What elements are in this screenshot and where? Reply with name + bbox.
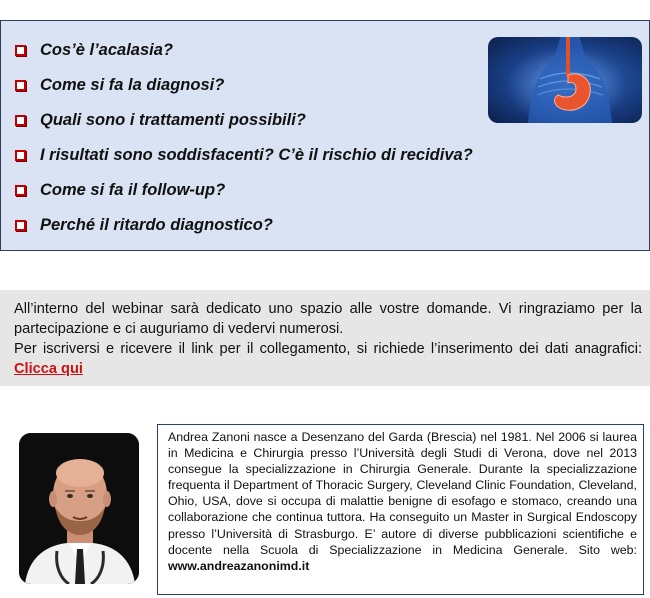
- checkbox-bullet-icon: [15, 45, 26, 56]
- topic-label: Quali sono i trattamenti possibili?: [40, 111, 306, 129]
- checkbox-bullet-icon: [15, 80, 26, 91]
- topic-item: [15, 173, 473, 208]
- topics-box: [0, 20, 650, 251]
- topic-label: Perché il ritardo diagnostico?: [40, 216, 273, 234]
- topic-item: [15, 103, 473, 138]
- speaker-photo: [19, 433, 139, 584]
- topic-label: I risultati sono soddisfacenti? C’è il rischio di recidiva?: [40, 146, 473, 164]
- topic-item: [15, 138, 473, 173]
- speaker-bio: [168, 429, 637, 574]
- checkbox-bullet-icon: [15, 150, 26, 161]
- bio-text: Andrea Zanoni nasce a Desenzano del Garda (Brescia) nel 1981. Nel 2006 si laurea in Medicina e Chirurgia presso l’Università degli Studi di Verona, dove nel 2013 consegue la specializzazione in Chirurgia Generale. Durante la specializzazione frequenta il Department of Thoracic Surgery, Cleveland Clinic Foundation, Cleveland, Ohio, USA, dove si occupa di malattie benigne di esofago e stomaco, creando una collaborazione che continua tuttora. Ha conseguito un Master in Surgical Endoscopy presso l’Università di Strasburgo. E’ autore di diverse pubblicazioni scientifiche e docente nella Scuola di Specializzazione in Medicina Generale. Sito web:: [168, 430, 637, 557]
- website-link[interactable]: www.andreazanonimd.it: [168, 558, 310, 573]
- checkbox-bullet-icon: [15, 185, 26, 196]
- registration-text: Per iscriversi e ricevere il link per il collegamento, si richiede l’inserimento dei dati anagrafici:: [14, 341, 642, 357]
- registration-note: [14, 339, 642, 379]
- stomach-illustration-icon: [488, 37, 642, 123]
- stomach-anatomy-image: [488, 37, 642, 123]
- topic-label: Come si fa la diagnosi?: [40, 76, 225, 94]
- topic-item: [15, 208, 473, 243]
- checkbox-bullet-icon: [15, 115, 26, 126]
- topic-label: Cos’è l’acalasia?: [40, 41, 173, 59]
- doctor-portrait-icon: [19, 433, 139, 584]
- topic-item: [15, 68, 473, 103]
- topic-label: Come si fa il follow-up?: [40, 181, 226, 199]
- info-box: [0, 290, 650, 386]
- checkbox-bullet-icon: [15, 220, 26, 231]
- register-link[interactable]: Clicca qui: [14, 361, 83, 377]
- webinar-note: All’interno del webinar sarà dedicato uno spazio alle vostre domande. Vi ringraziamo per la partecipazione e ci auguriamo di vedervi numerosi.: [14, 301, 642, 337]
- topic-item: [15, 33, 473, 68]
- speaker-bio-box: [157, 424, 644, 595]
- topic-list: [15, 33, 473, 243]
